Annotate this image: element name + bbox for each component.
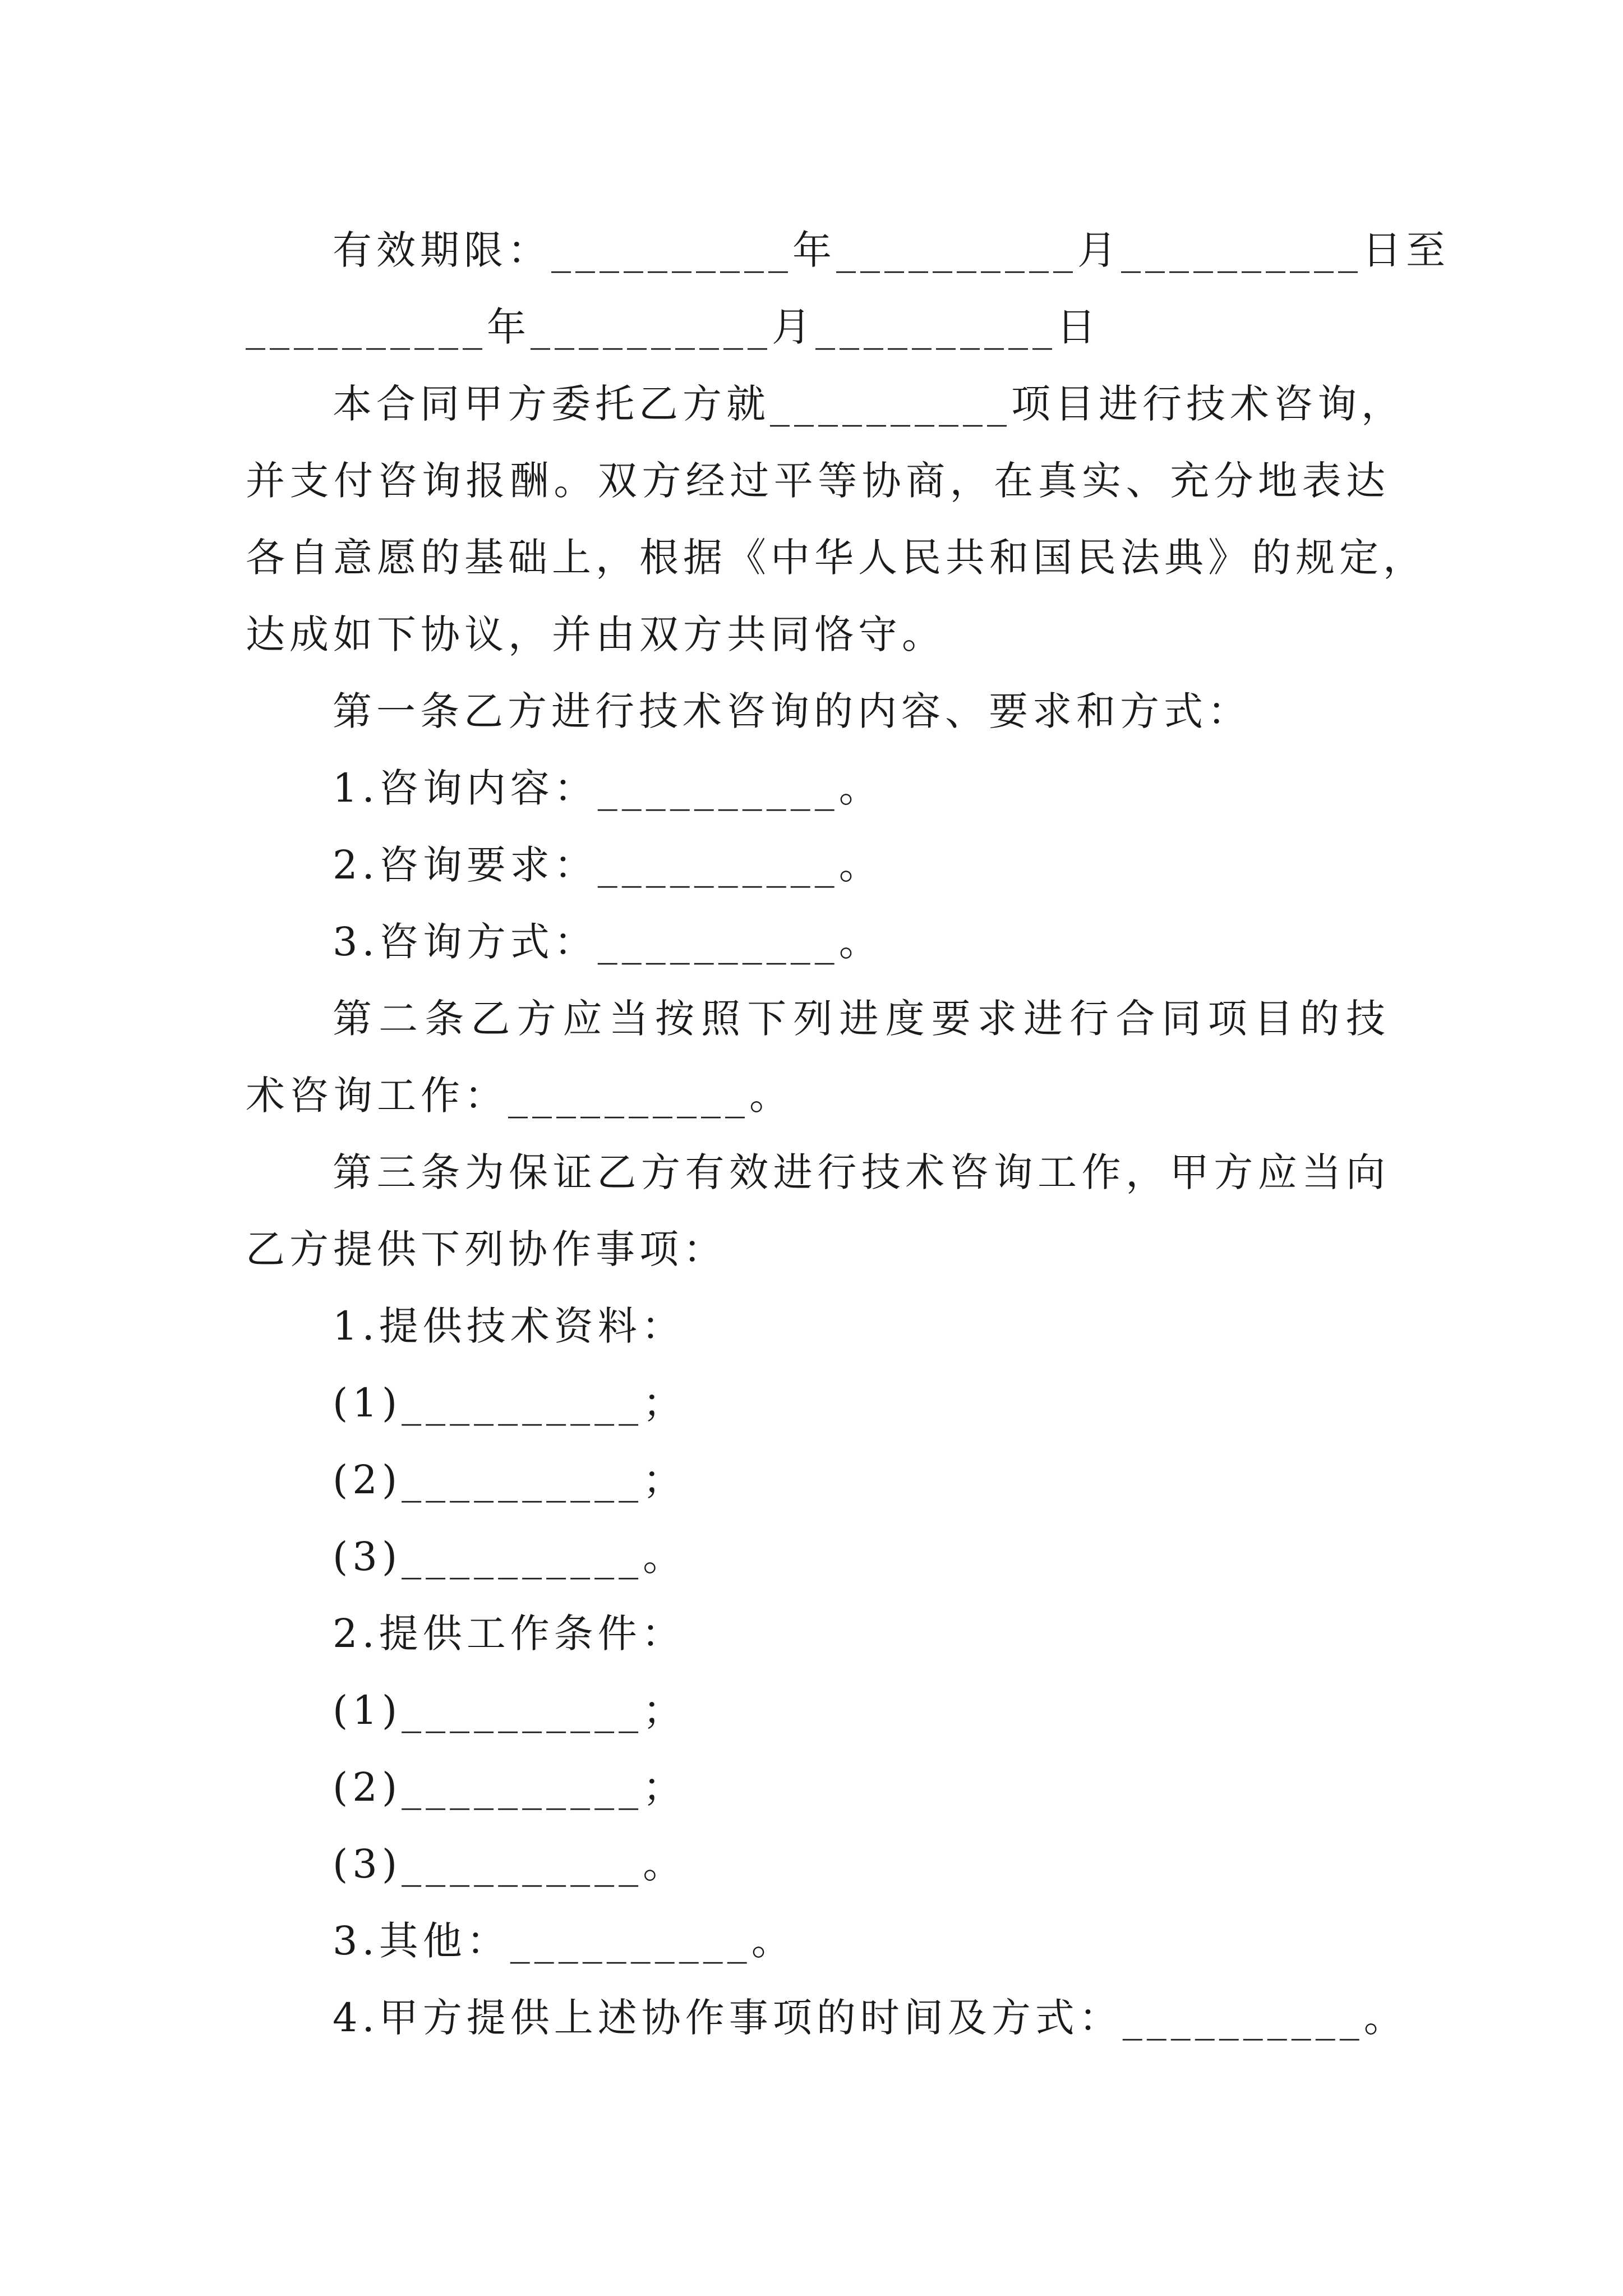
article-1-item: 2.咨询要求：__________。 bbox=[333, 842, 883, 888]
article-1-item: 1.咨询内容：__________。 bbox=[333, 765, 883, 811]
article-3-subheading: 1.提供技术资料： bbox=[333, 1303, 685, 1349]
article-2-line: 术咨询工作：__________。 bbox=[246, 1073, 793, 1119]
article-3-heading: 第三条为保证乙方有效进行技术咨询工作，甲方应当向 bbox=[333, 1149, 1390, 1195]
article-3-list-item: (3)__________。 bbox=[333, 1534, 687, 1580]
article-3-list-item: (2)__________； bbox=[333, 1457, 687, 1503]
article-1-item: 3.咨询方式：__________。 bbox=[333, 919, 883, 965]
validity-period-end-line: __________年__________月__________日 bbox=[246, 304, 1100, 350]
article-2-line: 第二条乙方应当按照下列进度要求进行合同项目的技 bbox=[333, 996, 1390, 1042]
article-3-subheading: 2.提供工作条件： bbox=[333, 1611, 685, 1657]
article-3-subheading: 4.甲方提供上述协作事项的时间及方式：__________。 bbox=[333, 1995, 1408, 2041]
preamble-line: 达成如下协议，并由双方共同恪守。 bbox=[246, 611, 946, 657]
article-1-heading: 第一条乙方进行技术咨询的内容、要求和方式： bbox=[333, 688, 1251, 734]
document-body bbox=[246, 212, 1450, 2056]
preamble-line: 各自意愿的基础上，根据《中华人民共和国民法典》的规定， bbox=[246, 535, 1427, 581]
preamble-line: 并支付咨询报酬。双方经过平等协商，在真实、充分地表达 bbox=[246, 458, 1390, 504]
article-3-list-item: (2)__________； bbox=[333, 1764, 687, 1810]
article-3-heading: 乙方提供下列协作事项： bbox=[246, 1226, 727, 1272]
article-3-list-item: (1)__________； bbox=[333, 1380, 687, 1426]
preamble-line: 本合同甲方委托乙方就__________项目进行技术咨询， bbox=[333, 381, 1405, 427]
validity-period-line: 有效期限：__________年__________月__________日至 bbox=[333, 227, 1450, 273]
article-3-list-item: (1)__________； bbox=[333, 1687, 687, 1733]
article-3-subheading: 3.其他：__________。 bbox=[333, 1918, 795, 1964]
article-3-list-item: (3)__________。 bbox=[333, 1841, 687, 1887]
